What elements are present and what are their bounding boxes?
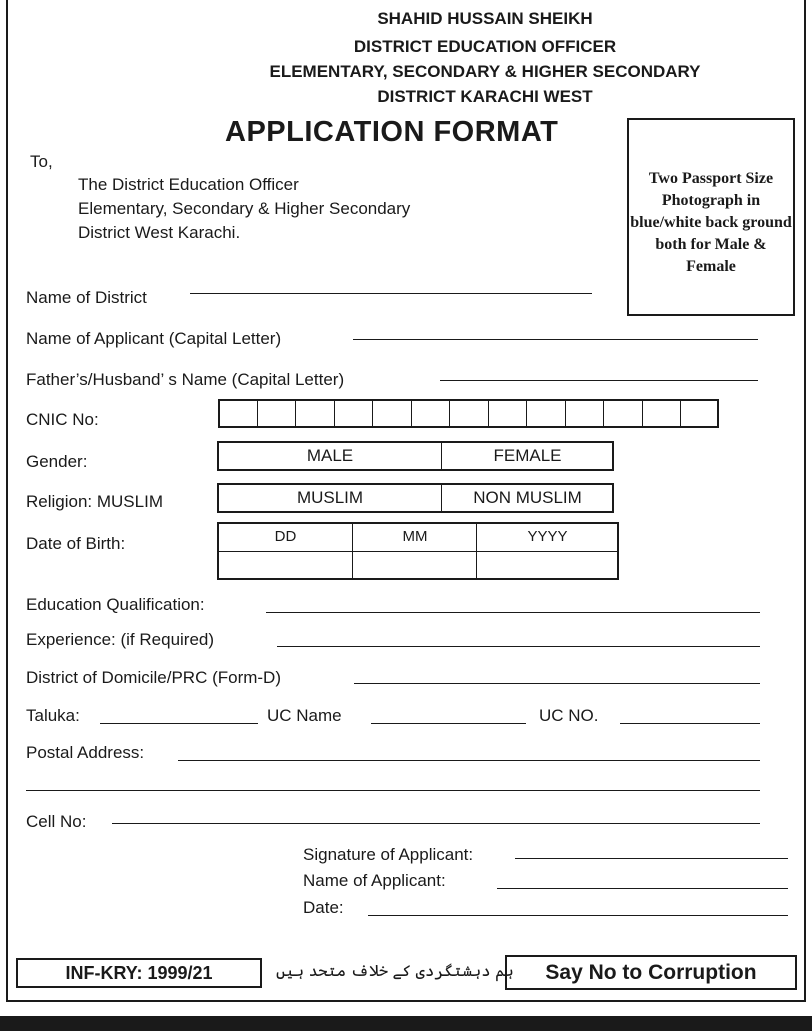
anti-corruption-slogan: Say No to Corruption <box>545 961 757 984</box>
postal-input-line-2[interactable] <box>26 790 760 791</box>
religion-divider <box>441 485 442 511</box>
father-input-line[interactable] <box>440 380 758 381</box>
district-input-line[interactable] <box>190 293 592 294</box>
cell-input-line[interactable] <box>112 823 760 824</box>
cnic-divider <box>642 401 643 426</box>
applicant-label: Name of Applicant (Capital Letter) <box>26 329 282 348</box>
uc-no-input-line[interactable] <box>620 723 760 724</box>
cnic-divider <box>449 401 450 426</box>
photo-box <box>627 118 795 316</box>
religion-label: Religion: MUSLIM <box>26 492 163 511</box>
father-label: Father’s/Husband’ s Name (Capital Letter) <box>26 370 345 389</box>
religion-options <box>217 483 614 513</box>
cnic-divider <box>565 401 566 426</box>
dob-year-header: YYYY <box>527 528 568 545</box>
bottom-bar <box>0 1016 812 1031</box>
dob-month-input[interactable] <box>354 553 476 578</box>
domicile-input-line[interactable] <box>354 683 760 684</box>
religion-non-muslim-option[interactable]: NON MUSLIM <box>473 488 582 507</box>
date-input-line[interactable] <box>368 915 788 916</box>
urdu-slogan: ہم دہشتگردی کے خلاف متحد ہیں <box>276 963 514 980</box>
officer-designation: DISTRICT EDUCATION OFFICER <box>353 37 617 56</box>
cnic-divider <box>526 401 527 426</box>
uc-no-label: UC NO. <box>539 706 599 725</box>
cnic-divider <box>411 401 412 426</box>
dob-day-input[interactable] <box>219 553 352 578</box>
experience-label: Experience: (if Required) <box>26 630 215 649</box>
uc-name-input-line[interactable] <box>371 723 526 724</box>
district-name: DISTRICT KARACHI WEST <box>377 87 593 106</box>
gender-label: Gender: <box>26 452 88 471</box>
cnic-divider <box>372 401 373 426</box>
cell-label: Cell No: <box>26 812 87 831</box>
uc-name-label: UC Name <box>267 706 342 725</box>
address-line-2: Elementary, Secondary & Higher Secondary <box>78 199 411 218</box>
taluka-input-line[interactable] <box>100 723 258 724</box>
address-line-3: District West Karachi. <box>78 223 241 242</box>
religion-muslim-option[interactable]: MUSLIM <box>296 488 364 507</box>
signature-input-line[interactable] <box>515 858 788 859</box>
applicant-name-input-line[interactable] <box>497 888 788 889</box>
district-label: Name of District <box>26 288 147 307</box>
postal-label: Postal Address: <box>26 743 145 762</box>
gender-divider <box>441 443 442 469</box>
form-title: APPLICATION FORMAT <box>225 116 559 148</box>
cnic-divider <box>257 401 258 426</box>
taluka-label: Taluka: <box>26 706 80 725</box>
cnic-divider <box>334 401 335 426</box>
address-line-1: The District Education Officer <box>78 175 299 194</box>
date-label: Date: <box>303 898 344 917</box>
gender-options <box>217 441 614 471</box>
cnic-divider <box>295 401 296 426</box>
education-input-line[interactable] <box>266 612 760 613</box>
reference-number: INF-KRY: 1999/21 <box>65 963 213 983</box>
dob-grid <box>217 522 619 580</box>
slogan-box <box>505 955 797 990</box>
cnic-label: CNIC No: <box>26 410 99 429</box>
address-to: To, <box>30 152 53 171</box>
postal-input-line[interactable] <box>178 760 760 761</box>
photo-note: Two Passport Size Photograph in blue/white back ground both for Male & Female <box>630 170 792 275</box>
dob-label: Date of Birth: <box>26 534 126 553</box>
gender-female-option[interactable]: FEMALE <box>493 446 562 465</box>
applicant-input-line[interactable] <box>353 339 758 340</box>
gender-male-option[interactable]: MALE <box>306 446 354 465</box>
cnic-divider <box>488 401 489 426</box>
applicant-name-label: Name of Applicant: <box>303 871 446 890</box>
dob-day-header: DD <box>274 528 297 545</box>
experience-input-line[interactable] <box>277 646 760 647</box>
department-name: ELEMENTARY, SECONDARY & HIGHER SECONDARY <box>269 62 701 81</box>
officer-name: SHAHID HUSSAIN SHEIKH <box>377 9 593 28</box>
dob-mid-line <box>219 551 617 552</box>
cnic-boxes[interactable] <box>218 399 719 428</box>
education-label: Education Qualification: <box>26 595 205 614</box>
dob-month-header: MM <box>402 528 428 545</box>
domicile-label: District of Domicile/PRC (Form-D) <box>26 668 281 687</box>
cnic-divider <box>603 401 604 426</box>
cnic-divider <box>680 401 681 426</box>
dob-year-input[interactable] <box>478 553 617 578</box>
signature-label: Signature of Applicant: <box>303 845 474 864</box>
reference-box <box>16 958 262 988</box>
